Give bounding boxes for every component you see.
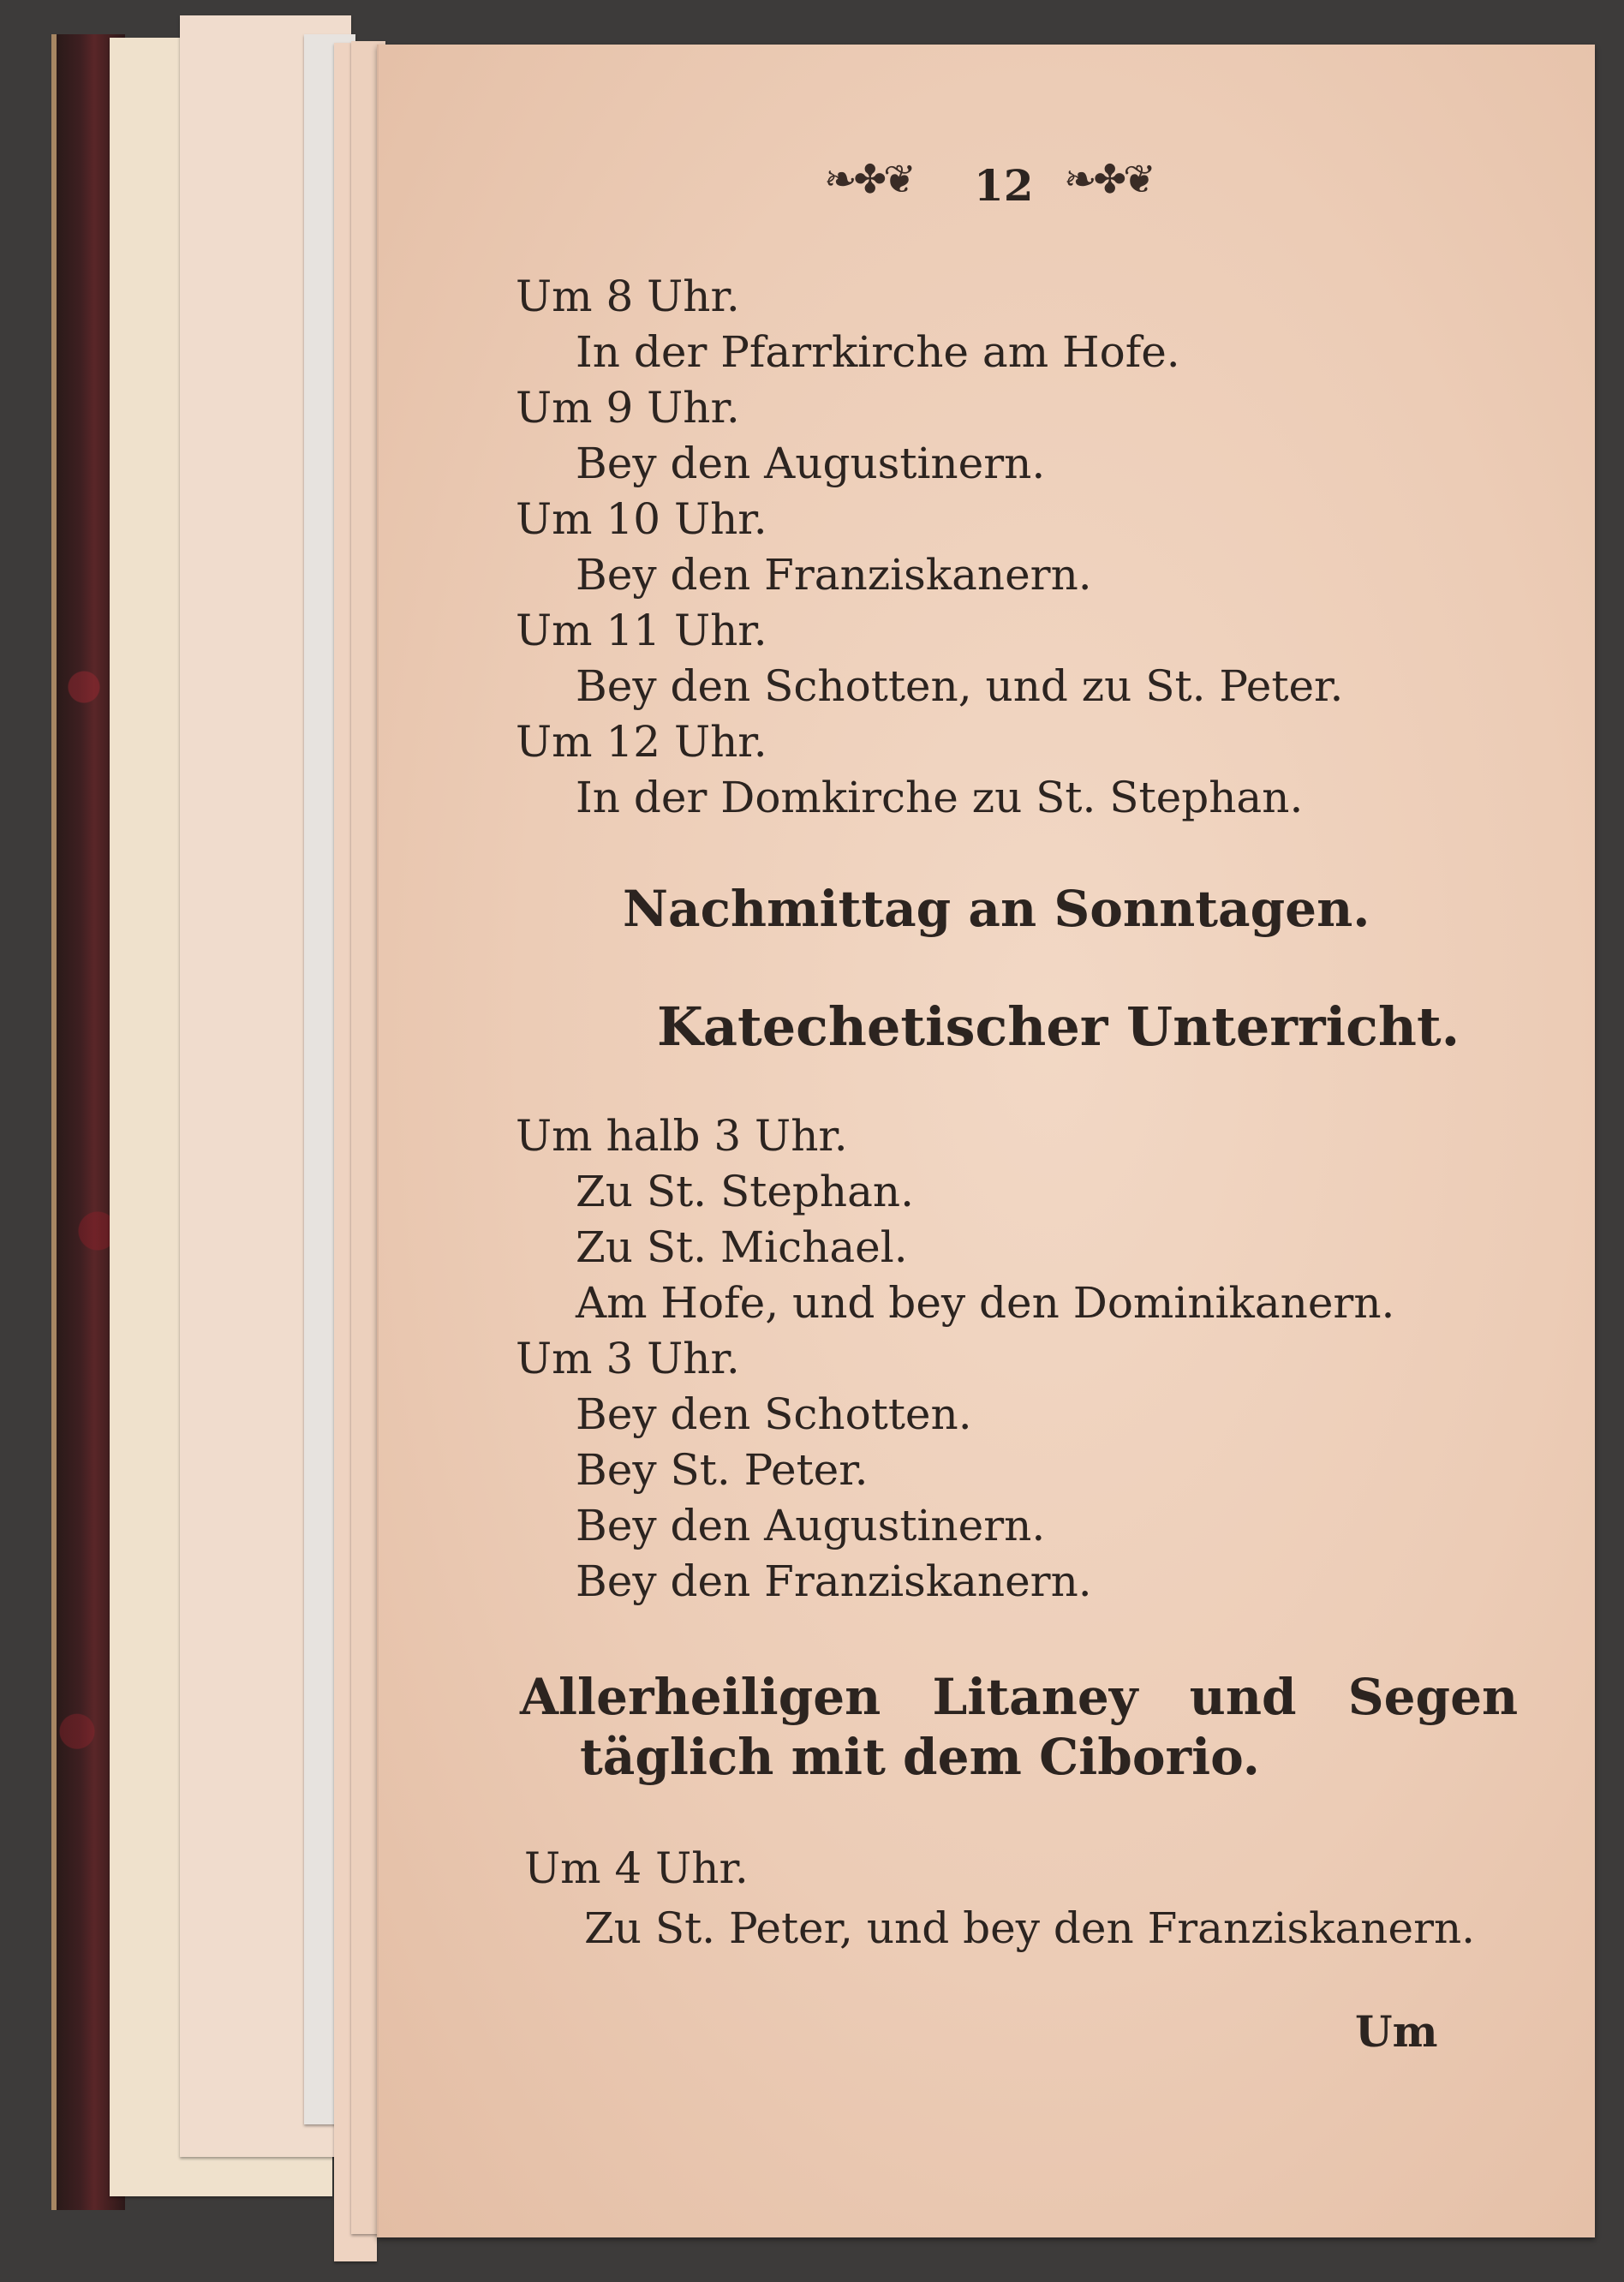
church-line: Bey St. Peter. bbox=[576, 1445, 869, 1495]
section-heading: Katechetischer Unterricht. bbox=[657, 995, 1460, 1058]
time-line: Um 9 Uhr. bbox=[516, 383, 740, 433]
church-line: In der Pfarrkirche am Hofe. bbox=[576, 327, 1180, 377]
catchword: Um bbox=[1355, 2006, 1438, 2057]
ornament-left-icon: ❧✤❦ bbox=[824, 156, 913, 202]
book-page bbox=[377, 45, 1595, 2237]
section-heading: Nachmittag an Sonntagen. bbox=[623, 880, 1370, 938]
church-line: Bey den Schotten, und zu St. Peter. bbox=[576, 661, 1344, 711]
section-heading: Allerheiligen Litaney und Segen bbox=[520, 1668, 1519, 1726]
church-line: Zu St. Stephan. bbox=[576, 1167, 915, 1216]
church-line: Bey den Franziskanern. bbox=[576, 550, 1092, 600]
church-line: Zu St. Peter, und bey den Franziskanern. bbox=[584, 1903, 1476, 1953]
church-line: Bey den Schotten. bbox=[576, 1389, 972, 1439]
church-line: Bey den Augustinern. bbox=[576, 439, 1046, 488]
church-line: In der Domkirche zu St. Stephan. bbox=[576, 773, 1304, 822]
time-line: Um 11 Uhr. bbox=[516, 606, 767, 655]
time-line: Um 4 Uhr. bbox=[524, 1843, 749, 1893]
church-line: Bey den Augustinern. bbox=[576, 1501, 1046, 1550]
section-heading: täglich mit dem Ciborio. bbox=[580, 1728, 1260, 1786]
time-line: Um 10 Uhr. bbox=[516, 494, 767, 544]
church-line: Zu St. Michael. bbox=[576, 1222, 908, 1272]
church-line: Am Hofe, und bey den Dominikanern. bbox=[576, 1278, 1395, 1328]
time-line: Um 12 Uhr. bbox=[516, 717, 767, 767]
ornament-right-icon: ❧✤❦ bbox=[1064, 156, 1153, 202]
time-line: Um 3 Uhr. bbox=[516, 1334, 740, 1383]
church-line: Bey den Franziskanern. bbox=[576, 1556, 1092, 1606]
time-line: Um 8 Uhr. bbox=[516, 272, 740, 321]
time-line: Um halb 3 Uhr. bbox=[516, 1111, 848, 1161]
page-number: 12 bbox=[974, 160, 1034, 211]
